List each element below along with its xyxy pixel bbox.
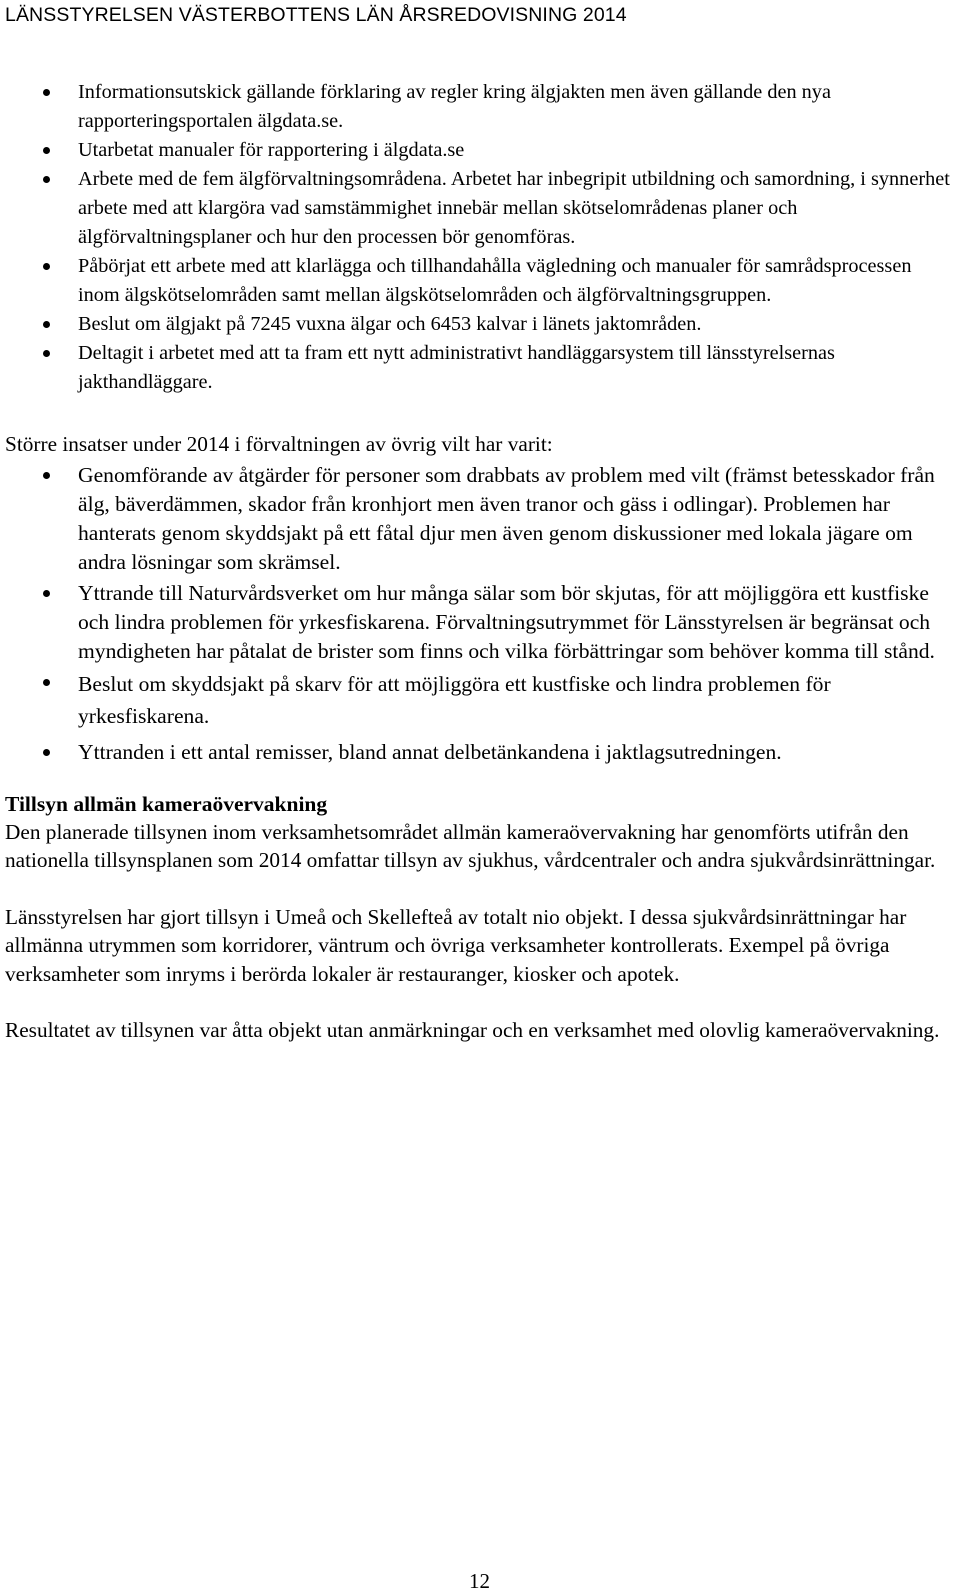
paragraph: Länsstyrelsen har gjort tillsyn i Umeå och Skellefteå av totalt nio objekt. I dessa sjukvårdsinrättningar har allmänna utrymmen som korridorer, väntrum och övriga verksamheter kontrollerats. Exempel på övriga verksamheter som inryms i berörda lokaler är restauranger, kiosker och apotek.: [5, 904, 907, 986]
bullet-icon: [43, 679, 50, 686]
bullet-icon: [43, 263, 50, 270]
list-item: Utarbetat manualer för rapportering i älgdata.se: [5, 136, 953, 165]
bullet-icon: [43, 321, 50, 328]
other-wildlife-list: [5, 461, 953, 767]
list-item: Arbete med de fem älgförvaltningsområdena. Arbetet har inbegripit utbildning och samordning, i synnerhet arbete med att klargöra vad samstämmighet innebär mellan skötselområdenas planer och älgförvaltningsplaner och hur den processen bör genomföras.: [5, 165, 953, 252]
bullet-icon: [43, 472, 50, 479]
list-item: Yttrande till Naturvårdsverket om hur många sälar som bör skjutas, för att möjliggöra ett kustfiske och lindra problemen för yrkesfiskarena. Förvaltningsutrymmet för Länsstyrelsen är begränsat och myndigheten har påtalat de brister som finns och vilka förbättringar som behöver komma till stånd.: [5, 579, 953, 666]
list-item: Beslut om skyddsjakt på skarv för att möjliggöra ett kustfiske och lindra problemen för yrkesfiskarena.: [5, 668, 953, 732]
paragraph: Den planerade tillsynen inom verksamhetsområdet allmän kameraövervakning har genomförts utifrån den nationella tillsynsplanen som 2014 omfattar tillsyn av sjukhus, vårdcentraler och andra sjukvårdsinrättningar.: [5, 819, 936, 872]
moose-management-list: [5, 78, 953, 397]
list-item: Yttranden i ett antal remisser, bland annat delbetänkandena i jaktlagsutredningen.: [5, 738, 953, 767]
other-wildlife-intro: Större insatser under 2014 i förvaltningen av övrig vilt har varit:: [5, 432, 553, 456]
list-item: Beslut om älgjakt på 7245 vuxna älgar och 6453 kalvar i länets jaktområden.: [5, 310, 953, 339]
page-number: 12: [469, 1569, 490, 1593]
section-heading: Tillsyn allmän kameraövervakning: [5, 791, 328, 816]
list-item: Genomförande av åtgärder för personer som drabbats av problem med vilt (främst betesskador från älg, bäverdämmen, skador från kronhjort men även tranor och gäss i odlingar). Problemen har hanterats genom skyddsjakt på ett fåtal djur men även genom diskussioner med lokala jägare om andra lösningar som skrämsel.: [5, 461, 953, 577]
list-item: Deltagit i arbetet med att ta fram ett nytt administrativt handläggarsystem till länsstyrelsernas jakthandläggare.: [5, 339, 953, 397]
bullet-icon: [43, 590, 50, 597]
bullet-icon: [43, 176, 50, 183]
bullet-icon: [43, 147, 50, 154]
list-item: Informationsutskick gällande förklaring av regler kring älgjakten men även gällande den nya rapporteringsportalen älgdata.se.: [5, 78, 953, 136]
document-body: [5, 78, 953, 1045]
bullet-icon: [43, 350, 50, 357]
bullet-icon: [43, 89, 50, 96]
list-item: Påbörjat ett arbete med att klarlägga och tillhandahålla vägledning och manualer för samrådsprocessen inom älgskötselområden samt mellan älgskötselområden och älgförvaltningsgruppen.: [5, 252, 953, 310]
page-header: LÄNSSTYRELSEN VÄSTERBOTTENS LÄN ÅRSREDOVISNING 2014: [5, 4, 627, 26]
paragraph: Resultatet av tillsynen var åtta objekt utan anmärkningar och en verksamhet med olovlig kameraövervakning.: [5, 1018, 940, 1042]
bullet-icon: [43, 749, 50, 756]
